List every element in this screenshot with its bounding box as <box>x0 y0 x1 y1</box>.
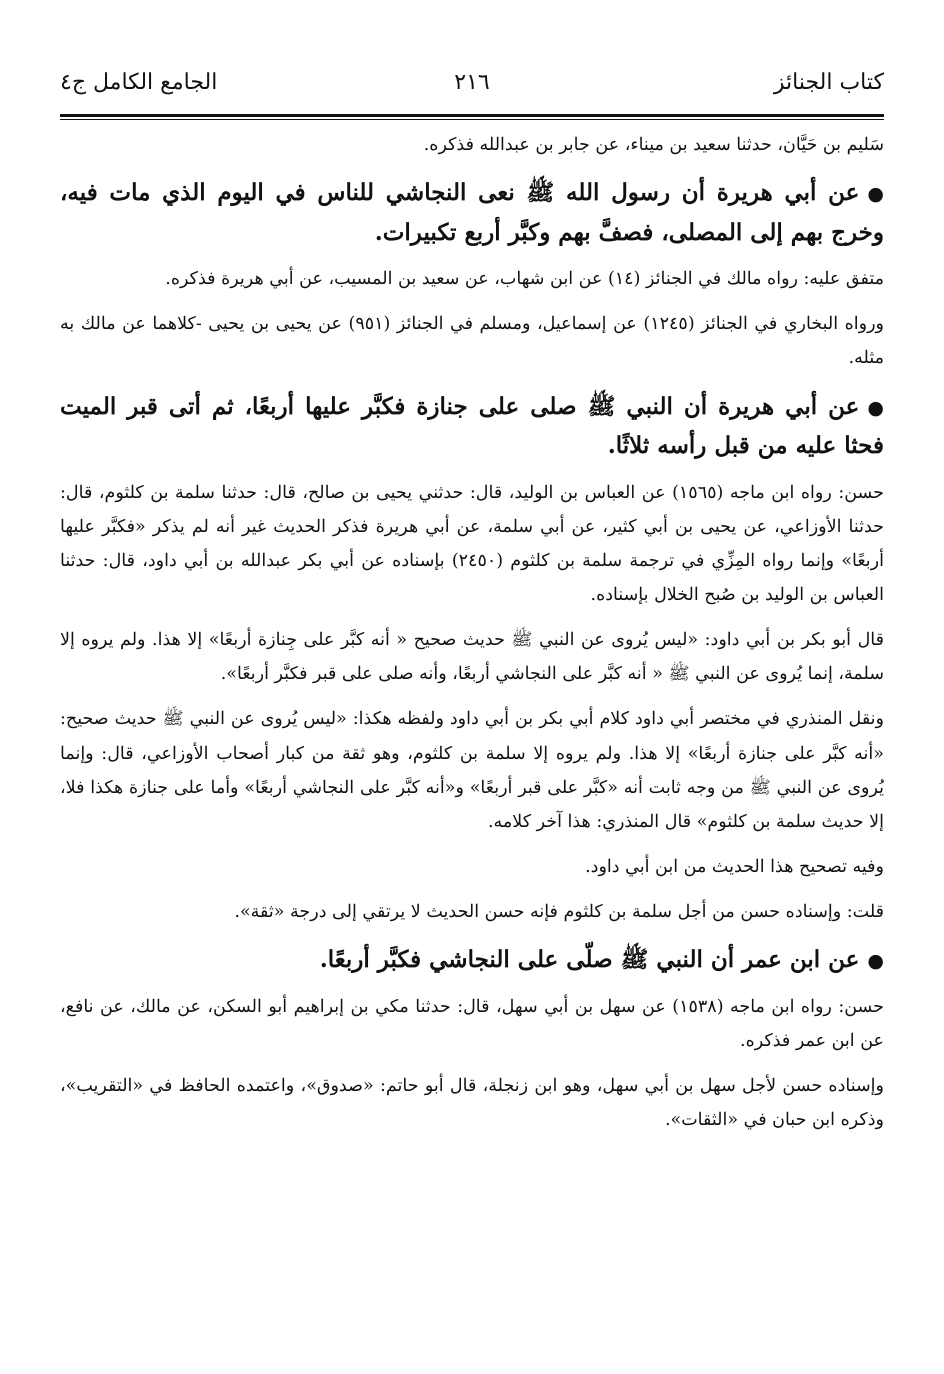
header-rule-thick <box>60 114 884 117</box>
hadith-text: عن أبي هريرة أن النبي ﷺ صلى على جنازة فكبَّر عليها أربعًا، ثم أتى قبر الميت فحثا عليه من قبل رأسه ثلاثًا. <box>60 392 884 460</box>
bullet-icon: ● <box>867 183 884 206</box>
hadith-paragraph <box>60 173 884 252</box>
commentary-paragraph: سَليم بن حَيَّان، حدثنا سعيد بن ميناء، عن جابر بن عبدالله فذكره. <box>423 135 884 155</box>
commentary-paragraph: وفيه تصحيح هذا الحديث من ابن أبي داود. <box>585 856 884 877</box>
chapter-title: كتاب الجنائز <box>773 70 884 95</box>
page-body <box>60 128 884 1354</box>
commentary-paragraph: حسن: رواه ابن ماجه (١٥٣٨) عن سهل بن أبي سهل، قال: حدثنا مكي بن إبراهيم أبو السكن، عن مالك، عن نافع، عن ابن عمر فذكره. <box>60 996 884 1051</box>
bullet-icon: ● <box>867 950 884 973</box>
page-header <box>60 62 884 110</box>
commentary-paragraph: قال أبو بكر بن أبي داود: «ليس يُروى عن النبي ﷺ حديث صحيح « أنه كبَّر على جِنازة أربعًا» إلا هذا. ولم يروه إلا سلمة، إنما يُروى عن النبي ﷺ « أنه كبَّر على النجاشي أربعًا، وأنه صلى على قبر فكبَّر أربعًا». <box>60 630 884 685</box>
commentary-paragraph: وإسناده حسن لأجل سهل بن أبي سهل، وهو ابن زنجلة، قال أبو حاتم: «صدوق»، واعتمده الحافظ في «التقريب»، وذكره ابن حبان في «الثقات». <box>60 1075 884 1131</box>
book-title: الجامع الكامل ج٤ <box>60 70 218 95</box>
commentary-paragraph: ورواه البخاري في الجنائز (١٢٤٥) عن إسماعيل، ومسلم في الجنائز (٩٥١) عن يحيى بن يحيى -كلاهما عن مالك به مثله. <box>60 314 884 369</box>
hadith-text: عن أبي هريرة أن رسول الله ﷺ نعى النجاشي للناس في اليوم الذي مات فيه، وخرج بهم إلى المصلى، فصفَّ بهم وكبَّر أربع تكبيرات. <box>60 179 884 246</box>
page-number: ٢١٦ <box>454 70 490 95</box>
hadith-paragraph <box>60 387 884 466</box>
commentary-paragraph: حسن: رواه ابن ماجه (١٥٦٥) عن العباس بن الوليد، قال: حدثني يحيى بن صالح، قال: حدثنا سلمة بن كلثوم، قال: حدثنا الأوزاعي، عن يحيى بن أبي كثير، عن أبي سلمة، عن أبي هريرة فذكر الحديث غير أنه لم يذكر «فكبَّر عليها أربعًا» وإنما رواه المِزِّي في ترجمة سلمة بن كلثوم (٢٤٥٠) بإسناده عن أبي بكر عبدالله بن أبي داود، قال: حدثنا العباس بن الوليد بن صُبح الخلال بإسناده. <box>60 482 884 606</box>
commentary-paragraph: ونقل المنذري في مختصر أبي داود كلام أبي بكر بن أبي داود ولفظه هكذا: «ليس يُروى عن النبي ﷺ حديث صحيح: «أنه كبَّر على جنازة أربعًا» إلا هذا. ولم يروه إلا سلمة بن كلثوم، وهو ثقة من كبار أصحاب الأوزاعي، قال: وإنما يُروى عن النبي ﷺ من وجه ثابت أنه «كبَّر على قبر أربعًا» و«أنه كبَّر على النجاشي أربعًا» وأما على جنازة هكذا فلا، إلا حديث سلمة بن كلثوم» قال المنذري: هذا آخر كلامه. <box>60 709 884 832</box>
header-rule-thin <box>60 119 884 120</box>
bullet-icon: ● <box>867 396 884 419</box>
hadith-paragraph <box>60 940 884 980</box>
commentary-paragraph: قلت: وإسناده حسن من أجل سلمة بن كلثوم فإنه حسن الحديث لا يرتقي إلى درجة «ثقة». <box>234 902 884 923</box>
hadith-text: عن ابن عمر أن النبي ﷺ صلّى على النجاشي فكبَّر أربعًا. <box>319 946 860 974</box>
commentary-paragraph: متفق عليه: رواه مالك في الجنائز (١٤) عن ابن شهاب، عن سعيد بن المسيب، عن أبي هريرة فذكره. <box>165 269 884 290</box>
